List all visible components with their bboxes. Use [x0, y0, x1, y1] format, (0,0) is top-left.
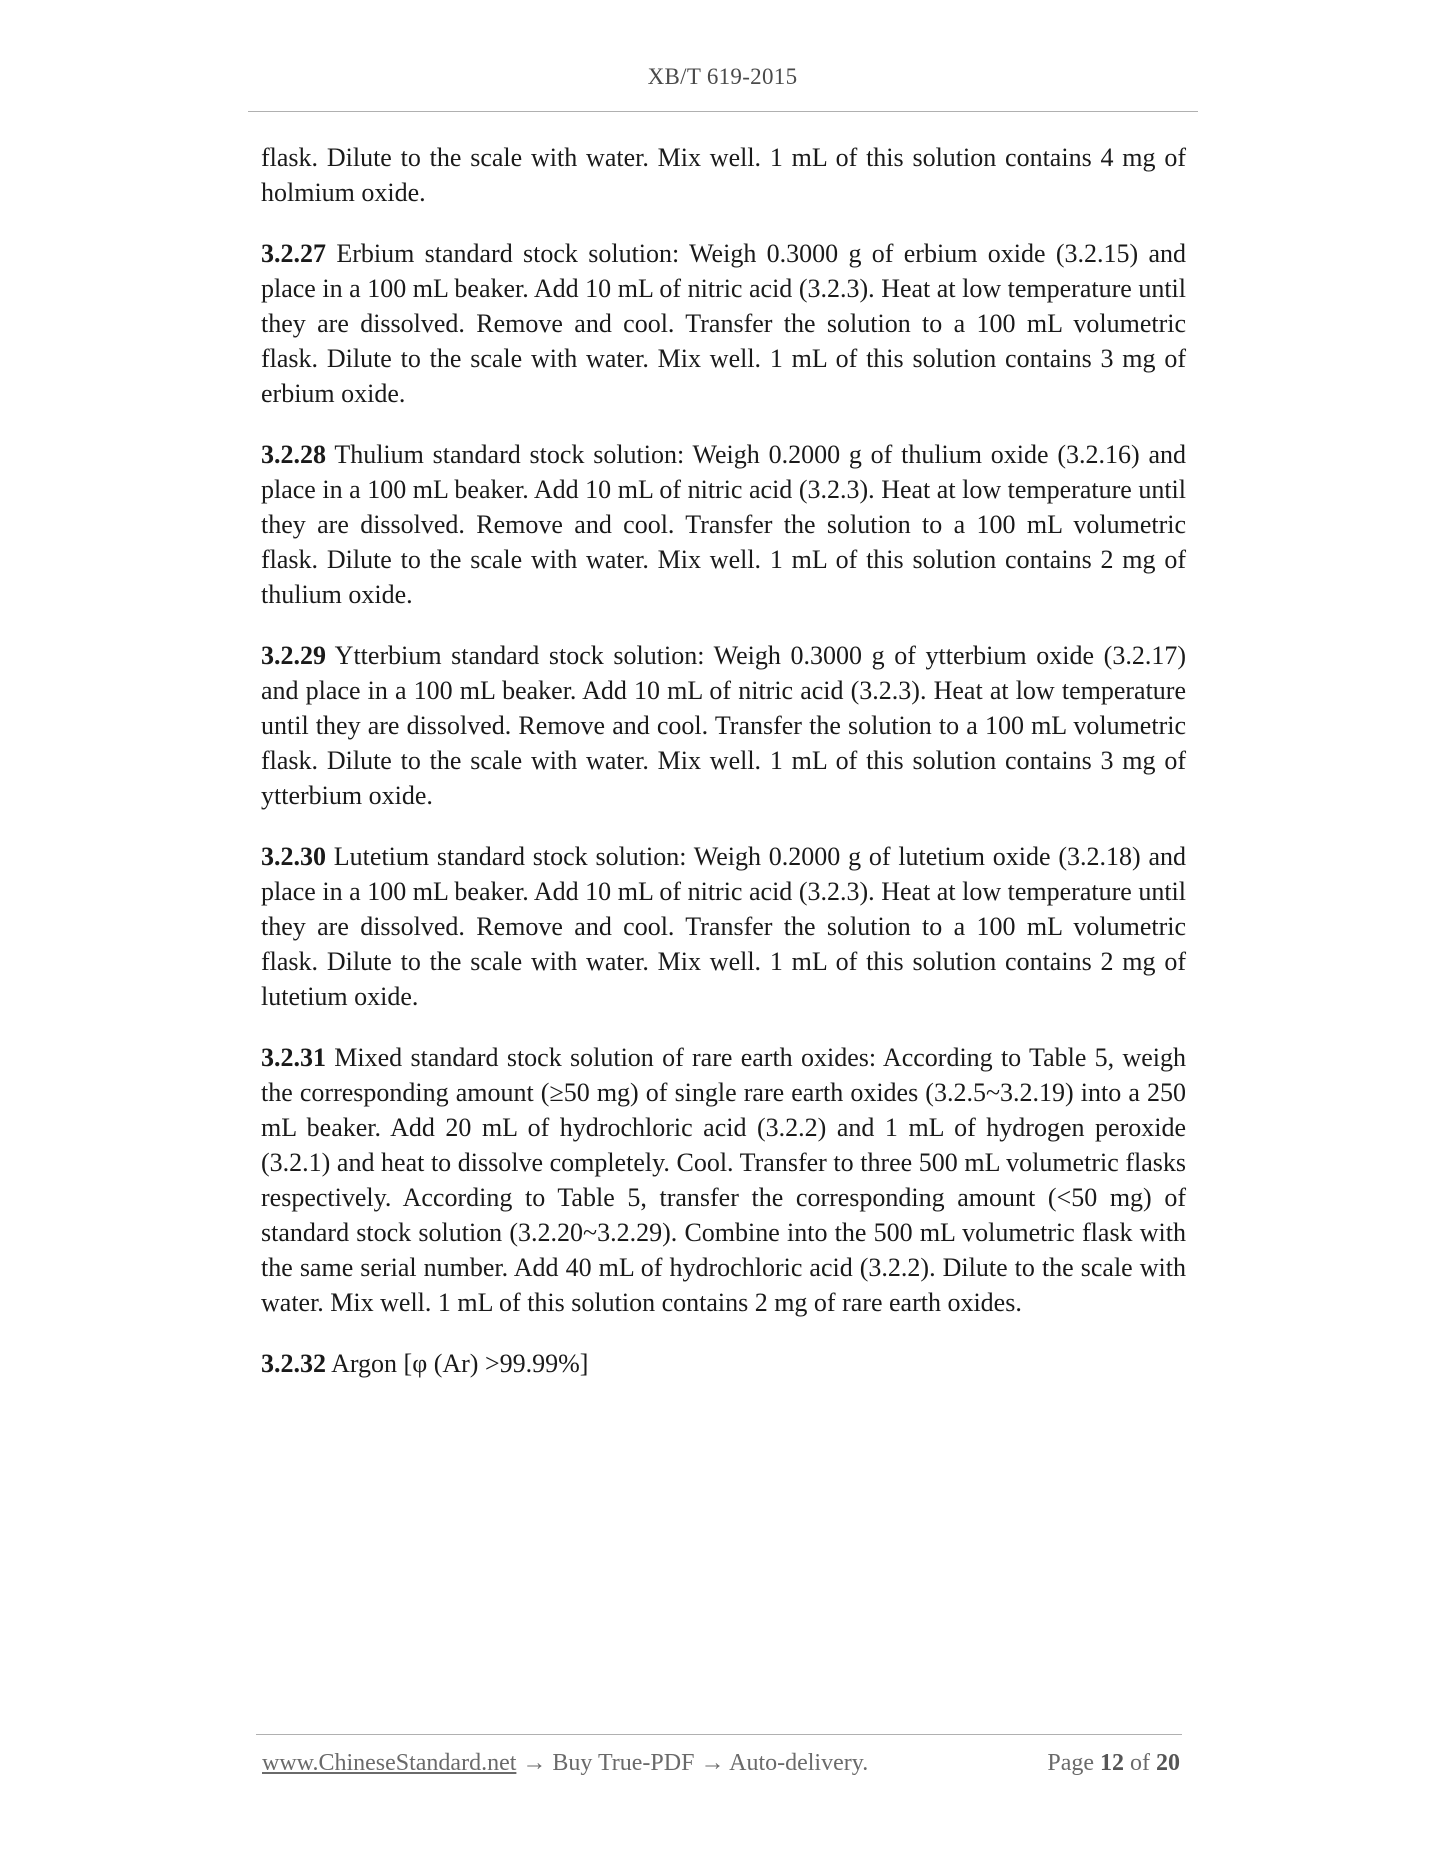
- clause-3-2-30: [261, 839, 1186, 1014]
- clause-3-2-28: [261, 437, 1186, 612]
- paragraph-text: flask. Dilute to the scale with water. Mix well. 1 mL of this solution contains 4 mg of holmium oxide.: [261, 143, 1186, 207]
- paragraph-text: Lutetium standard stock solution: Weigh 0.2000 g of lutetium oxide (3.2.18) and place in a 100 mL beaker. Add 10 mL of nitric acid (3.2.3). Heat at low temperature until they are dissolved. Remove and cool. Transfer the solution to a 100 mL volumetric flask. Dilute to the scale with water. Mix well. 1 mL of this solution contains 2 mg of lutetium oxide.: [261, 842, 1186, 1011]
- clause-number: 3.2.27: [261, 239, 326, 268]
- paragraph-text: Thulium standard stock solution: Weigh 0.2000 g of thulium oxide (3.2.16) and place in a 100 mL beaker. Add 10 mL of nitric acid (3.2.3). Heat at low temperature until they are dissolved. Remove and cool. Transfer the solution to a 100 mL volumetric flask. Dilute to the scale with water. Mix well. 1 mL of this solution contains 2 mg of thulium oxide.: [261, 440, 1186, 609]
- clause-number: 3.2.31: [261, 1043, 326, 1072]
- paragraph-continuation: [261, 140, 1186, 210]
- clause-number: 3.2.29: [261, 641, 326, 670]
- clause-number: 3.2.28: [261, 440, 326, 469]
- clause-3-2-27: [261, 236, 1186, 411]
- clause-3-2-31: [261, 1040, 1186, 1320]
- clause-3-2-29: [261, 638, 1186, 813]
- website-link[interactable]: www.ChineseStandard.net: [262, 1750, 517, 1776]
- clause-3-2-32: [261, 1346, 1186, 1381]
- document-header: XB/T 619-2015: [647, 64, 798, 89]
- page-label: Page: [1047, 1750, 1100, 1776]
- footer-divider: [256, 1734, 1182, 1735]
- footer-promo: [262, 1750, 868, 1777]
- current-page-number: 12: [1100, 1750, 1124, 1776]
- header-divider: [248, 111, 1198, 112]
- paragraph-text: Erbium standard stock solution: Weigh 0.3000 g of erbium oxide (3.2.15) and place in a 100 mL beaker. Add 10 mL of nitric acid (3.2.3). Heat at low temperature until they are dissolved. Remove and cool. Transfer the solution to a 100 mL volumetric flask. Dilute to the scale with water. Mix well. 1 mL of this solution contains 3 mg of erbium oxide.: [261, 239, 1186, 408]
- page-indicator: [1047, 1750, 1180, 1777]
- paragraph-text: Mixed standard stock solution of rare earth oxides: According to Table 5, weigh the corresponding amount (≥50 mg) of single rare earth oxides (3.2.5~3.2.19) into a 250 mL beaker. Add 20 mL of hydrochloric acid (3.2.2) and 1 mL of hydrogen peroxide (3.2.1) and heat to dissolve completely. Cool. Transfer to three 500 mL volumetric flasks respectively. According to Table 5, transfer the corresponding amount (<50 mg) of standard stock solution (3.2.20~3.2.29). Combine into the 500 mL volumetric flask with the same serial number. Add 40 mL of hydrochloric acid (3.2.2). Dilute to the scale with water. Mix well. 1 mL of this solution contains 2 mg of rare earth oxides.: [261, 1043, 1186, 1317]
- clause-number: 3.2.30: [261, 842, 326, 871]
- page-of-label: of: [1124, 1750, 1156, 1776]
- clause-number: 3.2.32: [261, 1349, 326, 1378]
- paragraph-text: Ytterbium standard stock solution: Weigh 0.3000 g of ytterbium oxide (3.2.17) and place in a 100 mL beaker. Add 10 mL of nitric acid (3.2.3). Heat at low temperature until they are dissolved. Remove and cool. Transfer the solution to a 100 mL volumetric flask. Dilute to the scale with water. Mix well. 1 mL of this solution contains 3 mg of ytterbium oxide.: [261, 641, 1186, 810]
- paragraph-text: Argon [φ (Ar) >99.99%]: [326, 1349, 589, 1378]
- total-page-number: 20: [1156, 1750, 1180, 1776]
- document-body: [261, 140, 1186, 1407]
- footer-nav-text: → Buy True-PDF → Auto-delivery.: [516, 1750, 869, 1776]
